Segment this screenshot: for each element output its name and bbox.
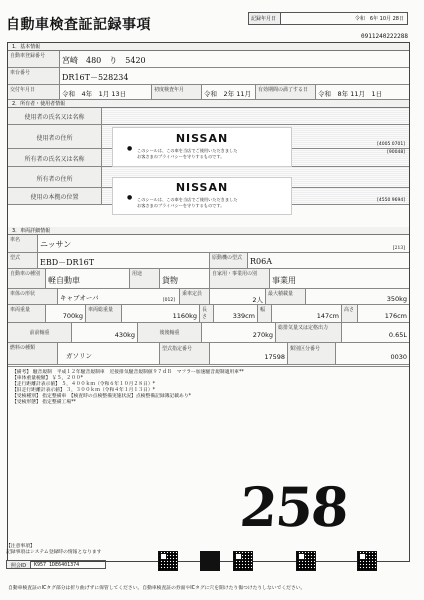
remarks-line: 【車体重量税額】 ￥５，２００* bbox=[12, 376, 84, 381]
engine-value: R06A bbox=[250, 257, 272, 266]
front-axle-value: 430kg bbox=[72, 323, 138, 342]
document-number: 0911240222288 bbox=[361, 33, 408, 40]
chassis-value: DR16T－528234 bbox=[62, 73, 129, 82]
rear-axle-value: 270kg bbox=[202, 323, 276, 342]
weight-value: 700kg bbox=[46, 305, 86, 322]
qr-code-icon bbox=[357, 551, 377, 571]
user-address-label: 使用者の住所 bbox=[8, 125, 102, 148]
issue-date-box bbox=[248, 12, 408, 25]
remarks-line: 【走行距離計表示値】 ５，４００ｋｍ（令和６年１０月２８日）* bbox=[12, 382, 156, 387]
width-label: 幅 bbox=[258, 305, 272, 322]
maker-label: 車名 bbox=[8, 235, 38, 252]
bottom-caution: 自動車検査証のICタグ部分は折り曲げずに保管してください。自動車検査証の券面やICタグに穴を開けたり傷つけたりしないでください。 bbox=[8, 586, 306, 591]
expiry-value: 令和 8年 11月 1日 bbox=[318, 90, 383, 98]
business-value: 事業用 bbox=[272, 276, 296, 285]
row-dates bbox=[8, 85, 409, 100]
width-value: 147cm bbox=[272, 305, 342, 322]
section-basic-heading: 1．基本情報 bbox=[8, 43, 409, 51]
capacity-label: 乗車定員 bbox=[180, 289, 210, 304]
type-value: 軽自動車 bbox=[46, 269, 130, 288]
length-label: 長さ bbox=[200, 305, 214, 322]
section-vehicle-heading: 3．車両詳細情報 bbox=[8, 227, 409, 235]
remarks-line: 【受検形態】 指定整備工場** bbox=[12, 400, 76, 405]
remarks-line: 【備考】 騒音規制 平成１２年騒音規制車 近接排気騒音規制値９７ｄＢ マフラー加速騒音規制適用車** bbox=[12, 370, 244, 375]
issue-date-row-label: 交付年月日 bbox=[8, 85, 60, 99]
max-load-label: 最大積載量 bbox=[266, 289, 306, 304]
nissan-logo: NISSAN bbox=[175, 181, 229, 194]
gross-weight-value: 1160kg bbox=[122, 305, 200, 322]
issue-date-label: 記録年月日 bbox=[249, 13, 281, 24]
body-value bbox=[58, 289, 180, 304]
remarks-line: 【旧走行距離計表示値】 ３，３００ｋｍ（令和４年１月１３日）* bbox=[12, 388, 156, 393]
privacy-sticker-user bbox=[112, 127, 292, 167]
user-name-label: 使用者の氏名又は名称 bbox=[8, 108, 102, 124]
sticker-line-2: お客さまのプライバシーを守りするものです。 bbox=[137, 203, 225, 208]
length-value: 339cm bbox=[214, 305, 258, 322]
weight-label: 車両重量 bbox=[8, 305, 46, 322]
category-label: 類別区分番号 bbox=[288, 343, 336, 364]
model-value: EBD－DR16T bbox=[38, 253, 210, 268]
maker-code: [213] bbox=[392, 246, 405, 251]
fuel-label: 燃料の種類 bbox=[8, 343, 58, 364]
maker-value bbox=[38, 235, 409, 252]
base-location-label: 使用の本拠の位置 bbox=[8, 188, 102, 204]
body-label: 車体の形状 bbox=[8, 289, 58, 304]
owner-address-label: 所有者の住所 bbox=[8, 167, 102, 187]
row-weight bbox=[8, 305, 409, 323]
row-body bbox=[8, 289, 409, 305]
footer-notice bbox=[6, 544, 101, 556]
expiry-label: 有効期間の満了する日 bbox=[256, 85, 316, 99]
nissan-logo: NISSAN bbox=[175, 132, 229, 145]
handwritten-number: 258 bbox=[237, 475, 349, 539]
qr-code-icon bbox=[158, 551, 178, 571]
row-type bbox=[8, 269, 409, 289]
base-location-code: [4550 9694] bbox=[377, 198, 405, 203]
displacement-value: 0.65L bbox=[388, 331, 407, 339]
maker-name: ニッサン bbox=[40, 240, 72, 249]
privacy-sticker-owner bbox=[112, 177, 292, 215]
height-label: 高さ bbox=[342, 305, 358, 322]
row-axle bbox=[8, 323, 409, 343]
category-value: 0030 bbox=[390, 353, 407, 361]
approval-value: 17598 bbox=[210, 343, 288, 364]
remarks-line: 【受検種別】 指定整備車 【検査時の点検整備実施状況】点検整備記録簿記載あり* bbox=[12, 394, 192, 399]
front-axle-label: 前前軸重 bbox=[8, 323, 72, 342]
issue-date-value: 令和 6年 10月 28日 bbox=[354, 16, 404, 22]
row-user-name bbox=[8, 108, 409, 125]
model-label: 型式 bbox=[8, 253, 38, 268]
approval-label: 型式指定番号 bbox=[160, 343, 210, 364]
reference-id-box bbox=[6, 560, 106, 569]
reference-id-value: K957 1DE6401374 bbox=[34, 562, 80, 568]
bullet-icon: ● bbox=[127, 145, 133, 152]
body-code: [012] bbox=[162, 298, 175, 303]
sticker-line-2: お客さまのプライバシーを守りするものです。 bbox=[137, 154, 225, 159]
sticker-line-1: このシールは、この車を当店でご使用いただきました bbox=[137, 197, 238, 202]
rear-axle-label: 後後軸重 bbox=[138, 323, 202, 342]
issue-date-row-value: 令和 4年 1月 13日 bbox=[60, 85, 152, 99]
first-registration-value: 令和 2年 11月 bbox=[202, 85, 256, 99]
bullet-icon: ● bbox=[127, 194, 133, 201]
gross-weight-label: 車両総重量 bbox=[86, 305, 122, 322]
row-model bbox=[8, 253, 409, 269]
reference-id-label: 照会ID bbox=[7, 561, 31, 568]
row-chassis bbox=[8, 68, 409, 85]
owner-name-label: 所有者の氏名又は名称 bbox=[8, 149, 102, 166]
footer-notice-title: 【注意事項】 bbox=[6, 544, 35, 549]
type-label: 自動車の種別 bbox=[8, 269, 46, 288]
business-label: 自家用・事業用の別 bbox=[210, 269, 270, 288]
footer-notice-line: 記録事項はシステム登録時の情報となります bbox=[6, 550, 102, 555]
ic-chip-marker-icon bbox=[200, 551, 220, 571]
use-label: 用途 bbox=[130, 269, 160, 288]
qr-code-icon bbox=[233, 551, 253, 571]
use-value: 貨物 bbox=[160, 269, 210, 288]
user-name-value bbox=[102, 108, 409, 124]
row-fuel bbox=[8, 343, 409, 365]
first-registration-label: 初度検査年月 bbox=[152, 85, 202, 99]
user-address-code: [4005 0701] bbox=[377, 142, 405, 147]
capacity-value: 2人 bbox=[210, 289, 266, 304]
engine-label: 原動機の型式 bbox=[210, 253, 248, 268]
registration-value: 宮崎 480 り 5420 bbox=[62, 56, 146, 65]
row-maker bbox=[8, 235, 409, 253]
owner-name-code: [90048] bbox=[387, 150, 405, 155]
registration-label: 自動車登録番号 bbox=[8, 51, 60, 67]
section-owner-heading: 2．所有者・使用者情報 bbox=[8, 100, 409, 108]
fuel-value: ガソリン bbox=[58, 343, 160, 364]
row-registration bbox=[8, 51, 409, 68]
max-load-value: 350kg bbox=[386, 295, 407, 303]
document-title: 自動車検査証記録事項 bbox=[6, 17, 151, 33]
sticker-line-1: このシールは、この車を当店でご使用いただきました bbox=[137, 148, 238, 153]
record-frame bbox=[7, 42, 410, 562]
chassis-label: 車台番号 bbox=[8, 68, 60, 84]
height-value: 176cm bbox=[384, 312, 407, 320]
displacement-label: 総排気量又は定格出力 bbox=[276, 323, 342, 342]
body-name: キャブオーバ bbox=[60, 294, 99, 302]
qr-code-icon bbox=[296, 551, 316, 571]
